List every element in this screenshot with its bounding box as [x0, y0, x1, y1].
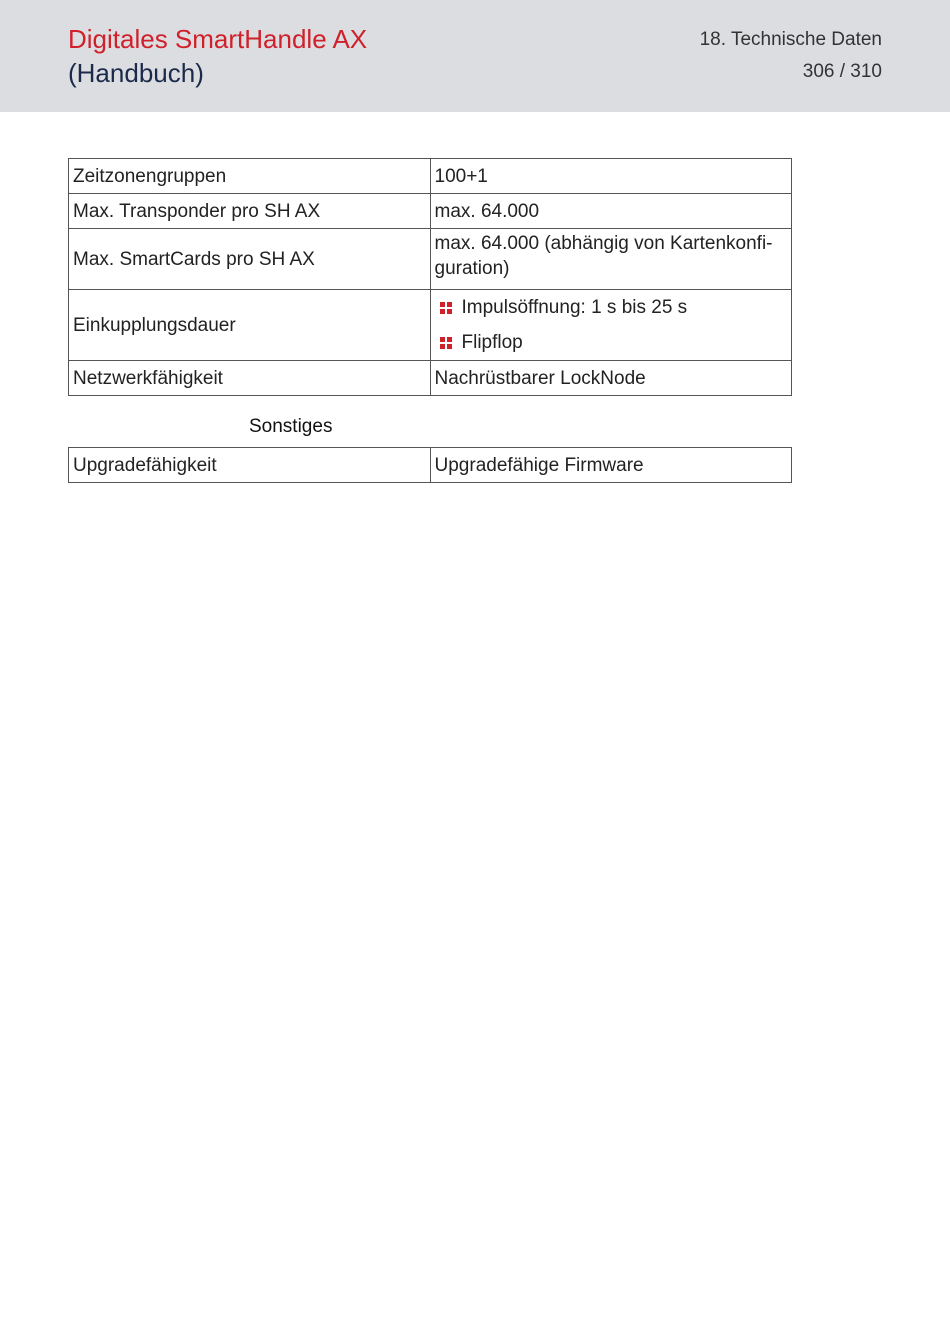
list-item-text: Impulsöffnung: 1 s bis 25 s [461, 297, 688, 318]
page-number: 306 / 310 [802, 61, 882, 82]
list-item [435, 325, 788, 360]
spec-key: Upgradefähigkeit [69, 448, 431, 483]
table-row [69, 448, 792, 483]
spec-value: Upgradefähige Firmware [430, 448, 791, 483]
document-title-line1: Digitales SmartHandle AX [68, 24, 368, 54]
spec-key: Max. Transponder pro SH AX [69, 194, 431, 229]
chapter-title: 18. Technische Daten [699, 29, 882, 50]
document-title [68, 22, 367, 90]
specs-table [68, 158, 792, 396]
page-header [0, 0, 950, 112]
spec-value: 100+1 [430, 159, 792, 194]
spec-value: max. 64.000 (abhängig von Kartenkonfi-guration) [430, 229, 792, 290]
spec-value-list [430, 290, 792, 361]
table-row [69, 159, 792, 194]
document-title-line2: (Handbuch) [68, 58, 204, 88]
bullet-list [435, 290, 788, 360]
spec-value: Nachrüstbarer LockNode [430, 361, 792, 396]
list-item-text: Flipflop [461, 332, 523, 353]
spec-key: Max. SmartCards pro SH AX [69, 229, 431, 290]
red-four-squares-icon [440, 337, 452, 349]
table-row [69, 194, 792, 229]
spec-key: Einkupplungsdauer [69, 290, 431, 361]
list-item [435, 290, 788, 325]
table-row [69, 229, 792, 290]
section-heading: Sonstiges [249, 416, 333, 437]
table-row [69, 361, 792, 396]
spec-value: max. 64.000 [430, 194, 792, 229]
spec-key: Netzwerkfähigkeit [69, 361, 431, 396]
red-four-squares-icon [440, 302, 452, 314]
table-row [69, 290, 792, 361]
spec-key: Zeitzonengruppen [69, 159, 431, 194]
misc-table [68, 447, 792, 483]
